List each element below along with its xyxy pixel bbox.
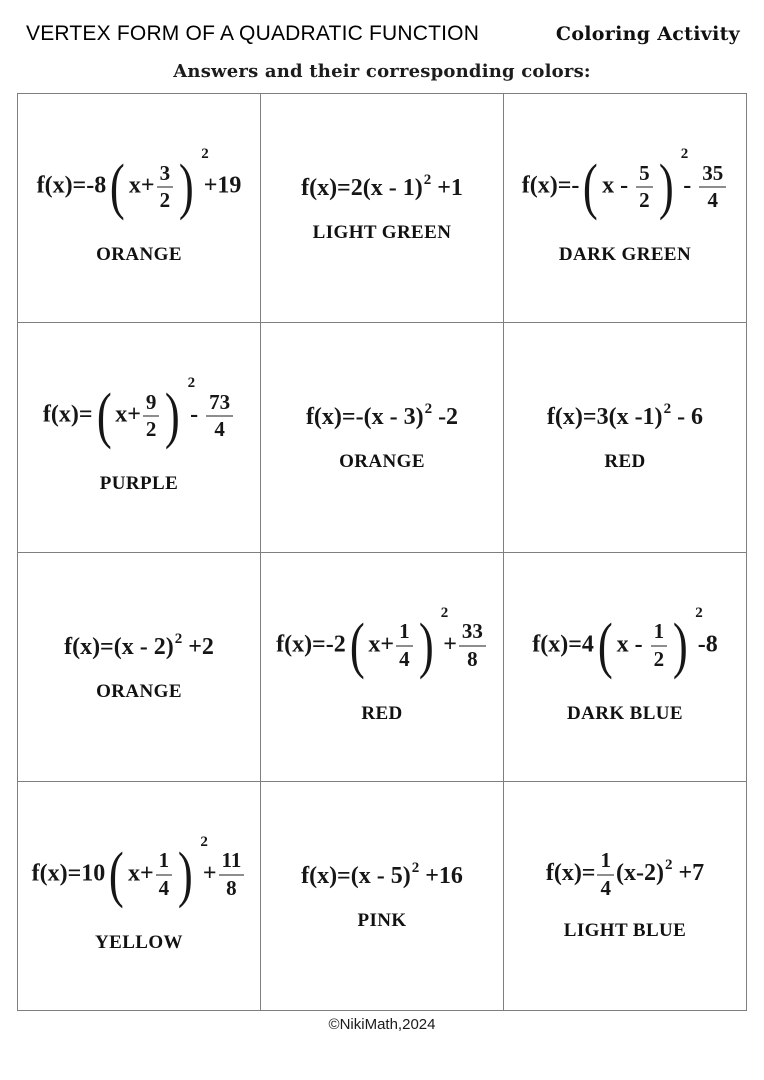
- denominator: 4: [206, 415, 233, 442]
- formula: [301, 172, 463, 202]
- fraction: [143, 391, 160, 442]
- formula-text: x -: [602, 172, 635, 199]
- numerator: 33: [461, 619, 483, 644]
- numerator: 1: [600, 848, 611, 873]
- answer-cell: [504, 94, 746, 322]
- left-paren: [106, 838, 127, 912]
- exponent: 2: [174, 630, 183, 647]
- numerator: 5: [639, 160, 650, 185]
- exponent: 2: [201, 146, 209, 163]
- formula-text: +2: [182, 633, 214, 660]
- formula: [546, 849, 704, 900]
- color-label: DARK BLUE: [566, 702, 684, 724]
- formula-text: +16: [419, 862, 463, 889]
- numerator: 73: [209, 389, 231, 414]
- left-paren: [595, 609, 616, 683]
- formula-text: f(x)=4: [532, 631, 594, 658]
- formula-text: f(x)=-: [521, 172, 580, 199]
- formula: [276, 604, 488, 683]
- answer-cell: [18, 323, 260, 551]
- paren-glyph: ): [672, 611, 688, 680]
- formula-text: +: [196, 860, 217, 887]
- right-paren: [656, 146, 689, 224]
- exponent: 2: [695, 604, 703, 621]
- formula-text: f(x)=-(x - 3): [305, 404, 424, 431]
- color-label: ORANGE: [96, 680, 182, 702]
- fraction: [157, 162, 174, 213]
- color-label: YELLOW: [95, 931, 183, 953]
- fraction: [699, 162, 726, 213]
- answers-table: [17, 93, 747, 1011]
- formula-text: -: [184, 401, 205, 428]
- answer-cell: [504, 553, 746, 781]
- formula-text: +7: [672, 860, 705, 887]
- fraction: [651, 620, 668, 671]
- color-label: ORANGE: [339, 451, 425, 473]
- right-paren: [162, 375, 196, 453]
- denominator: 2: [157, 186, 174, 213]
- paren-glyph: (: [349, 611, 365, 680]
- exponent: 2: [200, 833, 208, 850]
- color-label: LIGHT BLUE: [563, 920, 687, 942]
- left-paren: [347, 609, 368, 683]
- formula-text: f(x)=10: [31, 860, 106, 887]
- denominator: 2: [143, 415, 160, 442]
- answer-cell: [261, 782, 503, 1010]
- paren-glyph: ): [658, 153, 674, 222]
- numerator: 1: [158, 848, 170, 873]
- formula: [36, 146, 242, 224]
- right-paren: [416, 604, 449, 683]
- denominator: 2: [651, 645, 668, 672]
- fraction: [396, 620, 413, 671]
- formula-text: x+: [368, 631, 395, 658]
- formula-text: f(x)=(x - 2): [64, 633, 174, 660]
- exponent: 2: [663, 401, 672, 418]
- numerator: 3: [159, 160, 171, 185]
- formula-text: f(x)=(x - 5): [301, 862, 411, 889]
- right-paren: [175, 833, 208, 912]
- fraction: [219, 849, 245, 900]
- numerator: 35: [702, 160, 724, 185]
- formula-text: - 6: [671, 404, 704, 431]
- exponent: 2: [423, 172, 432, 189]
- denominator: 8: [459, 645, 486, 672]
- answer-cell: [261, 323, 503, 551]
- formula-text: x+: [127, 860, 154, 887]
- formula: [532, 604, 718, 683]
- left-paren: [107, 150, 128, 224]
- formula: [547, 401, 703, 431]
- color-label: LIGHT GREEN: [312, 222, 452, 244]
- numerator: 11: [221, 848, 242, 873]
- formula-text: f(x)=: [42, 401, 93, 428]
- left-paren: [94, 379, 115, 453]
- formula-text: +19: [197, 172, 242, 199]
- formula: [306, 401, 458, 431]
- formula-text: (x-2): [615, 860, 664, 887]
- formula: [301, 860, 463, 890]
- answer-cell: [18, 94, 260, 322]
- color-label: ORANGE: [96, 244, 182, 266]
- fraction: [156, 849, 173, 900]
- answer-cell: [18, 553, 260, 781]
- formula: [42, 375, 235, 453]
- formula-text: -2: [432, 404, 459, 431]
- denominator: 2: [636, 186, 653, 213]
- exponent: 2: [187, 375, 196, 392]
- paren-glyph: ): [178, 840, 193, 909]
- formula-text: f(x)=3(x -1): [546, 404, 663, 431]
- denominator: 4: [699, 186, 726, 213]
- formula: [31, 833, 247, 912]
- numerator: 1: [653, 619, 665, 644]
- paren-glyph: ): [178, 153, 194, 222]
- formula: [521, 146, 728, 224]
- color-label: PINK: [357, 909, 407, 931]
- answer-cell: [18, 782, 260, 1010]
- exponent: 2: [411, 859, 420, 876]
- denominator: 8: [219, 874, 245, 901]
- formula-text: -: [677, 172, 698, 199]
- formula-text: f(x)=: [545, 860, 596, 887]
- numerator: 1: [399, 619, 410, 644]
- paren-glyph: ): [418, 611, 434, 680]
- answer-cell: [504, 323, 746, 551]
- denominator: 4: [396, 645, 413, 672]
- right-paren: [670, 604, 703, 683]
- paren-glyph: ): [165, 382, 181, 451]
- fraction: [636, 162, 653, 213]
- page-title: VERTEX FORM OF A QUADRATIC FUNCTION: [26, 22, 480, 45]
- denominator: 4: [597, 874, 614, 901]
- answer-cell: [261, 553, 503, 781]
- numerator: 9: [145, 389, 157, 414]
- formula-text: f(x)=-8: [36, 172, 107, 199]
- formula: [64, 631, 214, 661]
- subtitle: Answers and their corresponding colors:: [173, 61, 591, 82]
- fraction: [206, 391, 233, 442]
- formula-text: +: [437, 631, 457, 658]
- formula-text: x -: [616, 631, 649, 658]
- paren-glyph: (: [96, 382, 112, 451]
- formula-text: +1: [431, 175, 463, 202]
- formula-text: x+: [115, 401, 141, 428]
- exponent: 2: [424, 401, 433, 418]
- formula-text: -8: [691, 631, 718, 658]
- exponent: 2: [680, 146, 689, 163]
- formula-text: f(x)=-2: [276, 631, 346, 658]
- exponent: 2: [664, 857, 673, 874]
- right-paren: [176, 146, 209, 224]
- color-label: RED: [361, 702, 403, 724]
- formula-text: x+: [128, 172, 155, 199]
- denominator: 4: [156, 874, 173, 901]
- activity-label: Coloring Activity: [555, 23, 740, 45]
- answer-cell: [504, 782, 746, 1010]
- exponent: 2: [440, 604, 449, 621]
- header: [0, 0, 764, 46]
- answer-cell: [261, 94, 503, 322]
- color-label: PURPLE: [99, 473, 179, 495]
- copyright-credit: ©NikiMath,2024: [328, 1016, 436, 1033]
- paren-glyph: (: [110, 153, 125, 222]
- color-label: DARK GREEN: [558, 244, 692, 266]
- color-label: RED: [604, 451, 646, 473]
- formula-text: f(x)=2(x - 1): [301, 175, 423, 202]
- paren-glyph: (: [583, 153, 599, 222]
- left-paren: [580, 150, 601, 224]
- paren-glyph: (: [597, 611, 613, 680]
- paren-glyph: (: [109, 840, 125, 909]
- fraction: [459, 620, 486, 671]
- fraction: [597, 849, 614, 900]
